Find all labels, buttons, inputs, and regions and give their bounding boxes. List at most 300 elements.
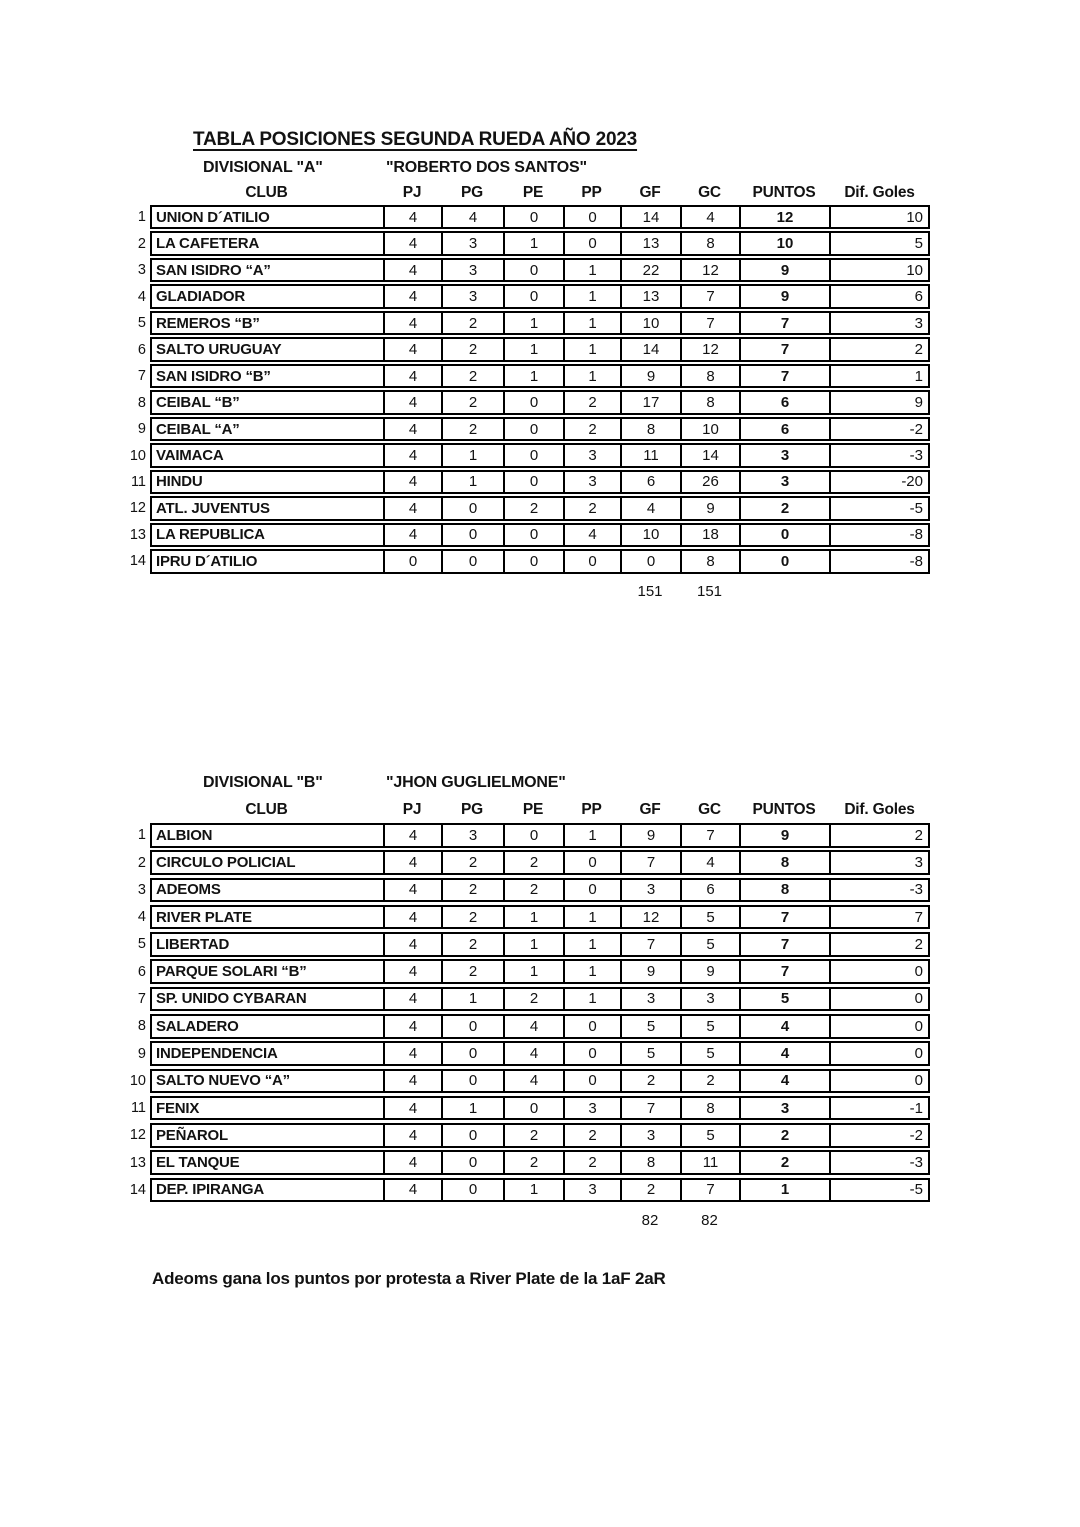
stat-pp: 0 (563, 1016, 620, 1037)
total-gf: 82 (641, 1212, 659, 1229)
stat-gf: 22 (620, 260, 680, 280)
stat-puntos: 7 (739, 934, 829, 955)
stat-dif: 0 (829, 961, 928, 982)
row-box (150, 1014, 930, 1039)
row-position: 14 (129, 553, 146, 570)
stat-gf: 3 (620, 989, 680, 1010)
table-row (120, 1014, 930, 1039)
stat-pe: 1 (503, 233, 563, 253)
table-row (120, 1150, 930, 1175)
stat-gf: 3 (620, 880, 680, 901)
stat-gc: 5 (680, 907, 739, 928)
club-name: ALBION (156, 826, 213, 844)
row-box (150, 1069, 930, 1094)
club-name: PEÑAROL (156, 1126, 228, 1144)
stat-pp: 2 (563, 419, 620, 439)
stat-puntos: 3 (739, 445, 829, 465)
total-gf: 151 (637, 583, 663, 600)
col-gf: GF (639, 184, 661, 201)
stat-pe: 0 (503, 260, 563, 280)
stat-pp: 1 (563, 989, 620, 1010)
stat-pe: 1 (503, 339, 563, 359)
club-name: ATL. JUVENTUS (156, 499, 270, 517)
stat-gc: 9 (680, 961, 739, 982)
stat-gf: 6 (620, 472, 680, 492)
table-row (120, 231, 930, 255)
stat-gf: 11 (620, 445, 680, 465)
row-box (150, 987, 930, 1012)
footnote: Adeoms gana los puntos por protesta a River Plate de la 1aF 2aR (152, 1269, 666, 1288)
col-pg: PG (461, 801, 483, 818)
stat-puntos: 0 (739, 525, 829, 545)
row-position: 2 (137, 854, 146, 871)
club-name: EL TANQUE (156, 1154, 240, 1172)
stat-dif: -5 (829, 498, 928, 518)
row-position: 12 (129, 1127, 146, 1144)
row-box (150, 496, 930, 520)
division-b-label: DIVISIONAL "B" (203, 774, 323, 791)
row-position: 1 (137, 209, 146, 226)
col-dif: Dif. Goles (844, 801, 915, 818)
stat-pg: 4 (441, 207, 503, 227)
stat-gc: 8 (680, 551, 739, 571)
stat-gf: 12 (620, 907, 680, 928)
club-name: SP. UNIDO CYBARAN (156, 990, 307, 1008)
row-box (150, 337, 930, 361)
stat-pj: 4 (383, 934, 441, 955)
stat-pg: 1 (441, 472, 503, 492)
stat-dif: 3 (829, 313, 928, 333)
row-position: 3 (137, 262, 146, 279)
table-row (120, 932, 930, 957)
stat-pj: 4 (383, 286, 441, 306)
row-position: 8 (137, 394, 146, 411)
row-box (150, 523, 930, 547)
stat-pp: 0 (563, 233, 620, 253)
stat-dif: -20 (829, 472, 928, 492)
col-club: CLUB (245, 184, 288, 201)
stat-pp: 0 (563, 207, 620, 227)
stat-gc: 5 (680, 934, 739, 955)
row-position: 11 (130, 1100, 146, 1117)
stat-pp: 0 (563, 880, 620, 901)
row-box (150, 311, 930, 335)
stat-puntos: 8 (739, 852, 829, 873)
row-position: 13 (129, 1154, 146, 1171)
stat-pe: 4 (503, 1016, 563, 1037)
table-row (120, 959, 930, 984)
club-name: SALTO NUEVO “A” (156, 1072, 290, 1090)
col-spacer (120, 801, 150, 819)
row-box (150, 443, 930, 467)
row-box (150, 878, 930, 903)
stat-pj: 4 (383, 445, 441, 465)
table-row (120, 1069, 930, 1094)
col-pg: PG (461, 184, 483, 201)
club-name: FENIX (156, 1099, 200, 1117)
table-row (120, 987, 930, 1012)
row-position: 13 (129, 526, 146, 543)
stat-gc: 5 (680, 1016, 739, 1037)
stat-gc: 12 (680, 339, 739, 359)
stat-gf: 13 (620, 286, 680, 306)
row-box (150, 959, 930, 984)
stat-gc: 11 (680, 1152, 739, 1173)
table-row (120, 337, 930, 361)
col-spacer (120, 184, 150, 202)
club-name: INDEPENDENCIA (156, 1045, 278, 1063)
stat-puntos: 8 (739, 880, 829, 901)
stat-gf: 9 (620, 366, 680, 386)
table-row (120, 443, 930, 467)
stat-dif: -8 (829, 551, 928, 571)
stat-pe: 1 (503, 934, 563, 955)
stat-pj: 4 (383, 207, 441, 227)
stat-gc: 4 (680, 207, 739, 227)
table-row (120, 417, 930, 441)
row-position: 10 (129, 1072, 146, 1089)
table-row (120, 364, 930, 388)
stat-puntos: 4 (739, 1043, 829, 1064)
row-position: 6 (137, 963, 146, 980)
table-row (120, 496, 930, 520)
stat-gc: 26 (680, 472, 739, 492)
table-row (120, 850, 930, 875)
stat-pj: 4 (383, 233, 441, 253)
stat-gc: 7 (680, 286, 739, 306)
stat-dif: 0 (829, 1071, 928, 1092)
stat-pg: 1 (441, 445, 503, 465)
stat-gf: 7 (620, 1098, 680, 1119)
stat-pg: 2 (441, 392, 503, 412)
stat-pp: 1 (563, 907, 620, 928)
stat-gc: 8 (680, 392, 739, 412)
stat-pp: 0 (563, 551, 620, 571)
stat-pg: 2 (441, 934, 503, 955)
club-name: CEIBAL “B” (156, 394, 240, 412)
stat-pg: 2 (441, 313, 503, 333)
page-title: TABLA POSICIONES SEGUNDA RUEDA AÑO 2023 (193, 129, 638, 150)
stat-gc: 18 (680, 525, 739, 545)
stat-pp: 1 (563, 313, 620, 333)
stat-gc: 7 (680, 825, 739, 846)
stat-pe: 1 (503, 1180, 563, 1201)
stat-dif: 2 (829, 934, 928, 955)
stat-pj: 4 (383, 961, 441, 982)
stat-puntos: 2 (739, 498, 829, 518)
stat-pg: 3 (441, 260, 503, 280)
row-box (150, 470, 930, 494)
stat-pg: 2 (441, 419, 503, 439)
club-name: SAN ISIDRO “B” (156, 367, 271, 385)
stat-pj: 4 (383, 339, 441, 359)
stat-pj: 4 (383, 907, 441, 928)
col-gc: GC (698, 801, 721, 818)
row-box (150, 364, 930, 388)
row-box (150, 417, 930, 441)
stat-pp: 4 (563, 525, 620, 545)
stat-pp: 2 (563, 1125, 620, 1146)
col-gf: GF (639, 801, 661, 818)
club-name: SAN ISIDRO “A” (156, 261, 271, 279)
stat-dif: -3 (829, 445, 928, 465)
club-name: SALTO URUGUAY (156, 341, 282, 359)
table-row (120, 1096, 930, 1121)
stat-gf: 0 (620, 551, 680, 571)
stat-pg: 2 (441, 852, 503, 873)
stat-pj: 4 (383, 472, 441, 492)
table-a-header (120, 184, 930, 202)
stat-pg: 0 (441, 551, 503, 571)
stat-pe: 2 (503, 989, 563, 1010)
stat-dif: 0 (829, 989, 928, 1010)
club-name: VAIMACA (156, 447, 224, 464)
stat-pg: 0 (441, 1016, 503, 1037)
stat-pj: 4 (383, 1098, 441, 1119)
stat-dif: 9 (829, 392, 928, 412)
row-box (150, 850, 930, 875)
stat-puntos: 4 (739, 1071, 829, 1092)
stat-puntos: 4 (739, 1016, 829, 1037)
stat-gf: 7 (620, 934, 680, 955)
stat-pp: 0 (563, 852, 620, 873)
stat-gf: 13 (620, 233, 680, 253)
row-box (150, 549, 930, 573)
stat-pg: 3 (441, 286, 503, 306)
stat-pe: 0 (503, 551, 563, 571)
table-row (120, 549, 930, 573)
col-gc: GC (698, 184, 721, 201)
row-box (150, 823, 930, 848)
club-name: LA REPUBLICA (156, 526, 265, 544)
stat-gc: 14 (680, 445, 739, 465)
row-box (150, 1096, 930, 1121)
stat-pp: 2 (563, 498, 620, 518)
stat-dif: -1 (829, 1098, 928, 1119)
row-position: 10 (129, 447, 146, 464)
club-name: GLADIADOR (156, 288, 246, 306)
series-a-label: "ROBERTO DOS SANTOS" (386, 159, 587, 176)
table-row (120, 284, 930, 308)
stat-pp: 1 (563, 961, 620, 982)
stat-dif: -5 (829, 1180, 928, 1201)
stat-puntos: 5 (739, 989, 829, 1010)
stat-gf: 10 (620, 525, 680, 545)
stat-pe: 1 (503, 313, 563, 333)
stat-puntos: 12 (739, 207, 829, 227)
stat-pe: 0 (503, 445, 563, 465)
row-box (150, 1178, 930, 1203)
row-position: 1 (137, 827, 146, 844)
stat-dif: -3 (829, 1152, 928, 1173)
row-position: 2 (137, 235, 146, 252)
table-b-header (120, 801, 930, 819)
table-row (120, 905, 930, 930)
stat-pe: 1 (503, 961, 563, 982)
stat-pg: 0 (441, 1152, 503, 1173)
stat-pg: 2 (441, 880, 503, 901)
stat-gc: 9 (680, 498, 739, 518)
stat-pe: 1 (503, 907, 563, 928)
stat-pe: 2 (503, 1125, 563, 1146)
stat-gc: 7 (680, 313, 739, 333)
row-box (150, 1041, 930, 1066)
stat-gc: 5 (680, 1043, 739, 1064)
row-position: 8 (137, 1018, 146, 1035)
stat-pe: 2 (503, 880, 563, 901)
stat-gf: 4 (620, 498, 680, 518)
club-name: IPRU D´ATILIO (156, 552, 258, 570)
stat-pj: 4 (383, 825, 441, 846)
stat-dif: 3 (829, 852, 928, 873)
row-position: 7 (137, 990, 146, 1007)
stat-gf: 14 (620, 339, 680, 359)
col-pe: PE (522, 184, 544, 201)
table-b-totals (120, 1212, 930, 1229)
stat-gc: 8 (680, 1098, 739, 1119)
stat-pp: 1 (563, 366, 620, 386)
stat-pg: 3 (441, 233, 503, 253)
stat-gf: 10 (620, 313, 680, 333)
division-a-line (0, 159, 810, 179)
stat-gc: 7 (680, 1180, 739, 1201)
stat-dif: 5 (829, 233, 928, 253)
stat-puntos: 7 (739, 366, 829, 386)
stat-pe: 2 (503, 852, 563, 873)
stat-pe: 0 (503, 525, 563, 545)
club-name: LA CAFETERA (156, 235, 260, 253)
col-pp: PP (581, 801, 602, 818)
club-name: HINDU (156, 473, 203, 491)
stat-puntos: 3 (739, 472, 829, 492)
stat-pj: 4 (383, 1071, 441, 1092)
stat-gf: 7 (620, 852, 680, 873)
stat-pj: 4 (383, 1125, 441, 1146)
stat-gc: 12 (680, 260, 739, 280)
stat-pg: 1 (441, 989, 503, 1010)
table-row (120, 205, 930, 229)
row-box (150, 284, 930, 308)
club-name: ADEOMS (156, 881, 221, 899)
stat-pj: 4 (383, 392, 441, 412)
stat-pg: 2 (441, 961, 503, 982)
stat-dif: -3 (829, 880, 928, 901)
stat-gf: 8 (620, 1152, 680, 1173)
table-row (120, 470, 930, 494)
stat-puntos: 7 (739, 313, 829, 333)
col-pe: PE (522, 801, 544, 818)
stat-pe: 2 (503, 498, 563, 518)
stat-pg: 0 (441, 1043, 503, 1064)
row-position: 9 (137, 421, 146, 438)
stat-pp: 1 (563, 934, 620, 955)
stat-pg: 2 (441, 366, 503, 386)
stat-gc: 6 (680, 880, 739, 901)
stat-pp: 3 (563, 1098, 620, 1119)
stat-pe: 0 (503, 207, 563, 227)
club-name: RIVER PLATE (156, 908, 252, 926)
stat-pg: 0 (441, 1071, 503, 1092)
col-dif: Dif. Goles (844, 184, 915, 201)
stat-gc: 3 (680, 989, 739, 1010)
stat-pp: 0 (563, 1071, 620, 1092)
stat-pj: 4 (383, 498, 441, 518)
col-puntos: PUNTOS (752, 184, 816, 201)
club-name: DEP. IPIRANGA (156, 1181, 264, 1199)
total-gc: 82 (701, 1212, 718, 1229)
row-position: 4 (137, 909, 146, 926)
table-row (120, 823, 930, 848)
stat-pp: 1 (563, 339, 620, 359)
club-name: CEIBAL “A” (156, 420, 240, 438)
stat-dif: 7 (829, 907, 928, 928)
stat-pg: 1 (441, 1098, 503, 1119)
table-row (120, 523, 930, 547)
club-name: CIRCULO POLICIAL (156, 854, 296, 872)
stat-gf: 8 (620, 419, 680, 439)
row-box (150, 231, 930, 255)
stat-pp: 2 (563, 1152, 620, 1173)
row-position: 11 (130, 473, 146, 490)
stat-gc: 8 (680, 233, 739, 253)
stat-gf: 3 (620, 1125, 680, 1146)
stat-pg: 0 (441, 525, 503, 545)
stat-pg: 3 (441, 825, 503, 846)
stat-pj: 4 (383, 989, 441, 1010)
stat-gc: 10 (680, 419, 739, 439)
stat-puntos: 9 (739, 260, 829, 280)
stat-pp: 3 (563, 1180, 620, 1201)
col-club: CLUB (245, 801, 288, 818)
stat-puntos: 10 (739, 233, 829, 253)
stat-pg: 2 (441, 907, 503, 928)
stat-dif: 2 (829, 825, 928, 846)
col-puntos: PUNTOS (752, 801, 816, 818)
stat-dif: 0 (829, 1016, 928, 1037)
stat-pj: 4 (383, 852, 441, 873)
stat-pe: 2 (503, 1152, 563, 1173)
stat-pg: 0 (441, 1180, 503, 1201)
stat-gf: 9 (620, 961, 680, 982)
stat-pp: 1 (563, 825, 620, 846)
row-position: 12 (129, 500, 146, 517)
club-name: LIBERTAD (156, 935, 230, 953)
stat-pe: 0 (503, 286, 563, 306)
stat-puntos: 7 (739, 961, 829, 982)
stat-pp: 3 (563, 445, 620, 465)
stat-gc: 4 (680, 852, 739, 873)
col-pj: PJ (402, 184, 422, 201)
club-name: SALADERO (156, 1017, 239, 1035)
table-row (120, 1041, 930, 1066)
row-box (150, 205, 930, 229)
stat-dif: -8 (829, 525, 928, 545)
stat-pe: 4 (503, 1043, 563, 1064)
row-box (150, 905, 930, 930)
stat-gf: 9 (620, 825, 680, 846)
stat-gc: 2 (680, 1071, 739, 1092)
stat-puntos: 6 (739, 392, 829, 412)
stat-puntos: 7 (739, 907, 829, 928)
series-b-label: "JHON GUGLIELMONE" (386, 774, 566, 791)
stat-pj: 4 (383, 1016, 441, 1037)
row-box (150, 1150, 930, 1175)
stat-gf: 2 (620, 1180, 680, 1201)
stat-pp: 1 (563, 260, 620, 280)
stat-puntos: 1 (739, 1180, 829, 1201)
club-name: UNION D´ATILIO (156, 208, 270, 226)
stat-pe: 0 (503, 472, 563, 492)
